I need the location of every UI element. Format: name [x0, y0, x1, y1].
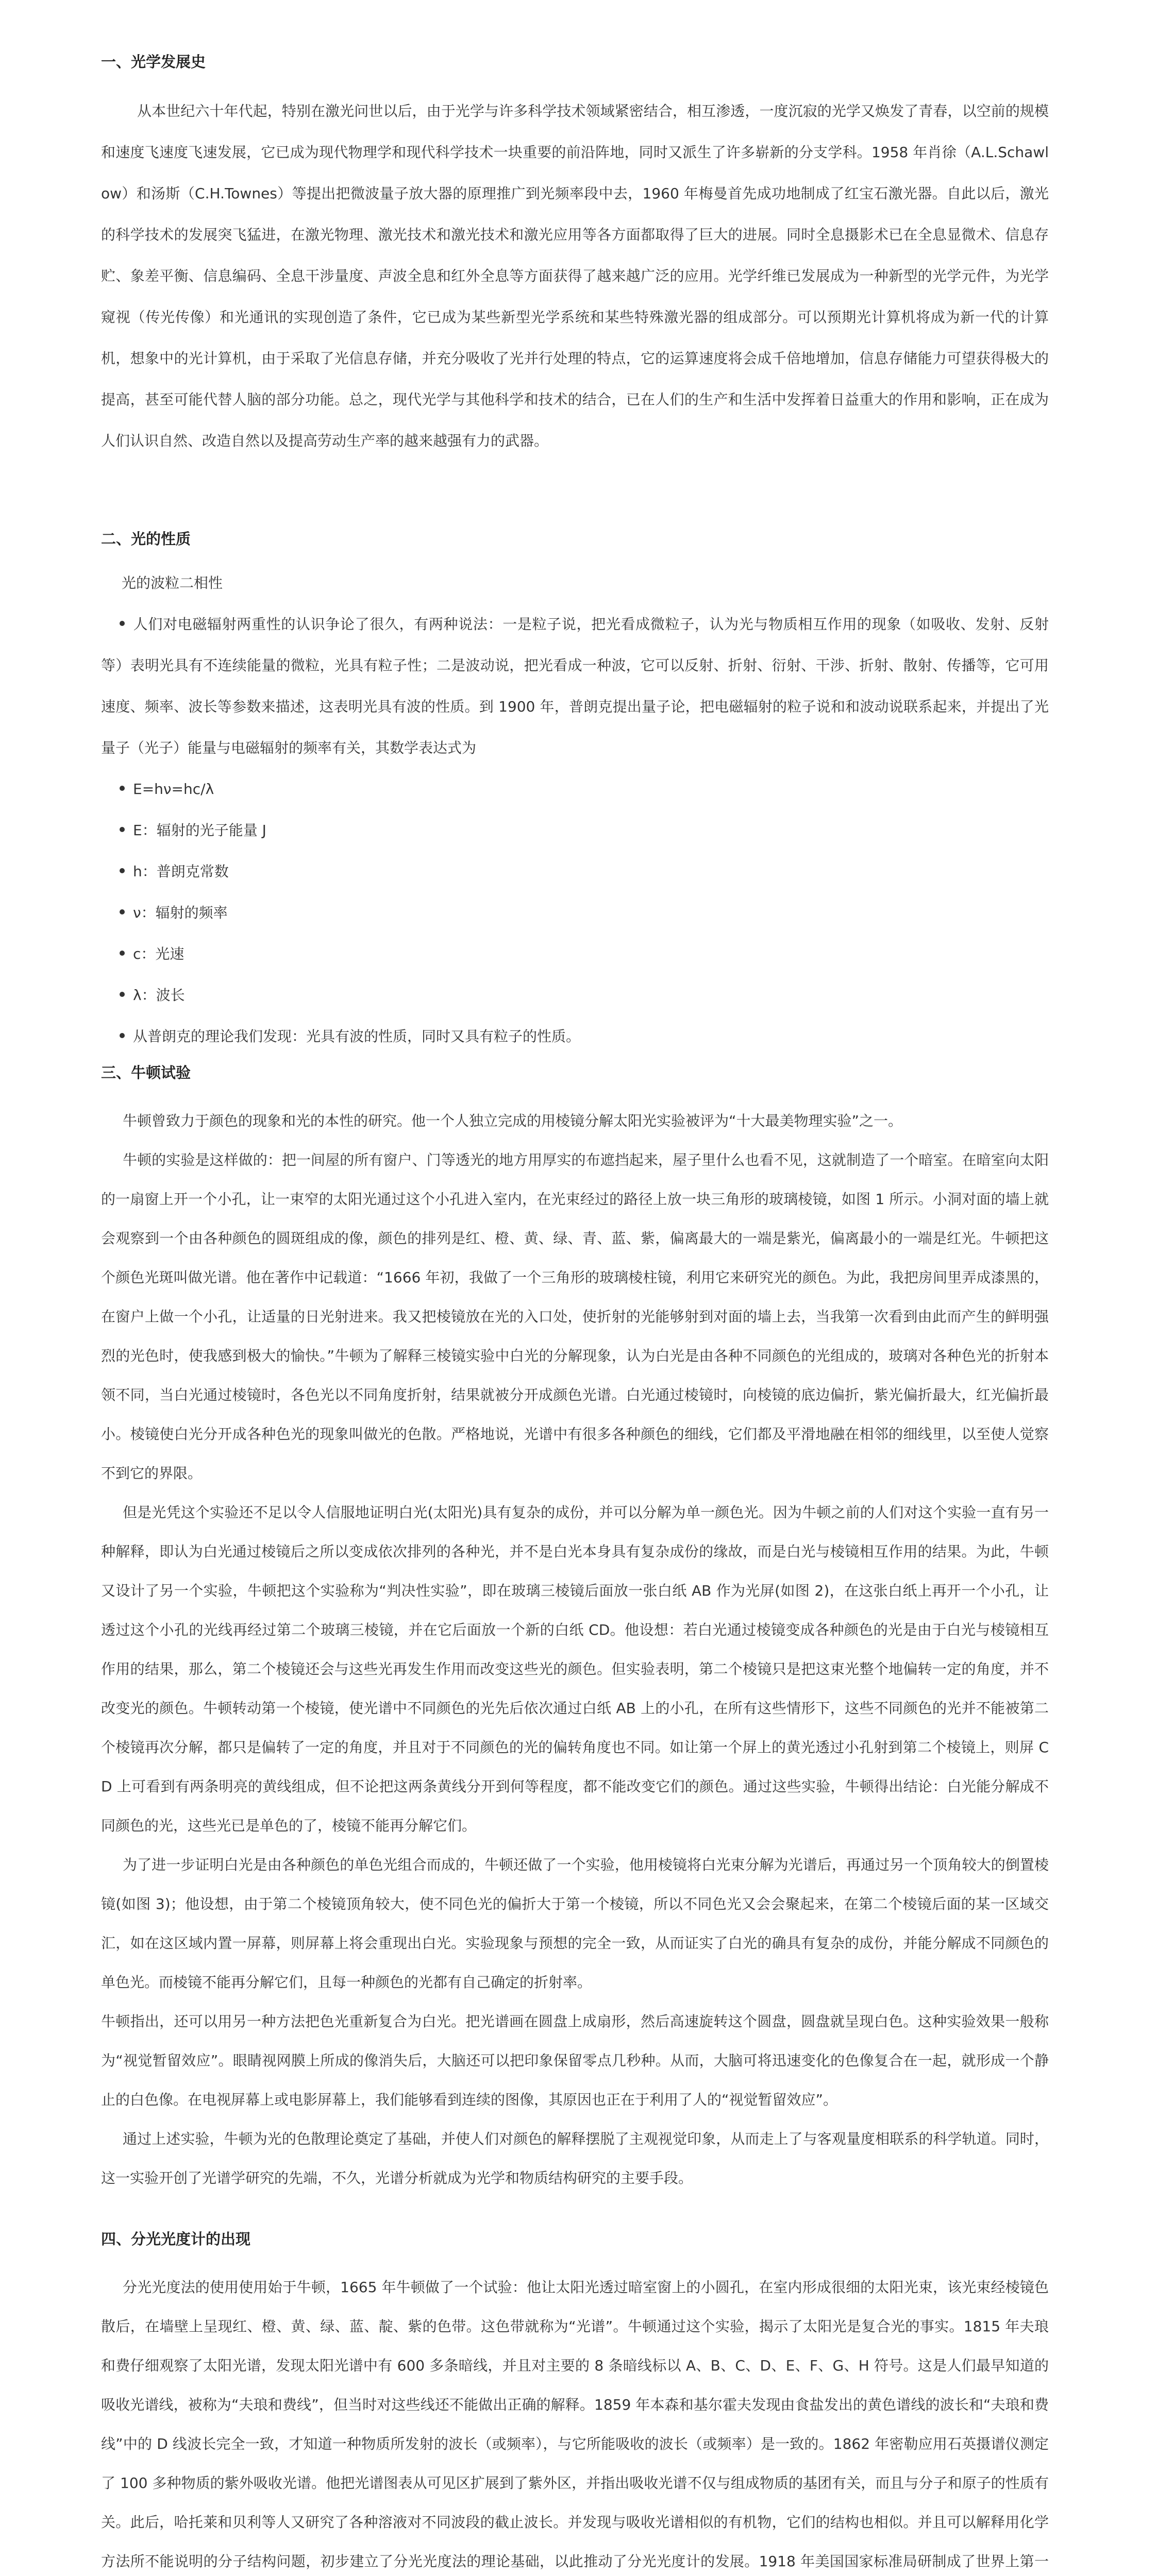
list-item — [101, 851, 1049, 892]
bullet-dot-icon — [120, 621, 125, 626]
list-item — [101, 975, 1049, 1016]
list-item — [101, 934, 1049, 975]
newton-paragraph-4: 为了进一步证明白光是由各种颜色的单色光组合而成的，牛顿还做了一个实验，他用棱镜将白光束分解为光谱后，再通过另一个顶角较大的倒置棱镜(如图 3)；他设想，由于第二个棱镜顶角较大，使不同色光的偏折大于第一个棱镜，所以不同色光又会会聚起来，在第二个棱镜后面的某一区域交汇，如在这区域内置一屏幕，则屏幕上将会重现出白光。实验现象与预想的完全一致，从而证实了白光的确具有复杂的成份，并能分解成不同颜色的单色光。而棱镜不能再分解它们，且每一种颜色的光都有自己确定的折射率。 — [101, 1856, 1049, 1991]
list-item-text: c：光速 — [133, 945, 185, 962]
formula-bullet-list — [101, 769, 1049, 1057]
subheading-wave-particle: 光的波粒二相性 — [122, 574, 223, 591]
section-title-newton: 三、牛顿试验 — [101, 1064, 191, 1081]
list-item-text: 从普朗克的理论我们发现：光具有波的性质，同时又具有粒子的性质。 — [133, 1028, 581, 1045]
section-title-properties: 二、光的性质 — [101, 530, 191, 548]
list-item-text: λ：波长 — [133, 987, 185, 1004]
newton-paragraph-6: 通过上述实验，牛顿为光的色散理论奠定了基础，并使人们对颜色的解释摆脱了主观视觉印象，从而走上了与客观量度相联系的科学轨道。同时，这一实验开创了光谱学研究的先端，不久，光谱分析就成为光学和物质结构研究的主要手段。 — [101, 2130, 1049, 2187]
bullet-dot-icon — [120, 909, 125, 914]
section-title-spectrophotometer: 四、分光光度计的出现 — [101, 2230, 251, 2248]
list-item — [101, 1016, 1049, 1057]
bullet-dot-icon — [120, 1033, 125, 1038]
bullet-dot-icon — [120, 786, 125, 791]
list-item-text: h：普朗克常数 — [133, 863, 229, 880]
bullet-dot-icon — [120, 868, 125, 873]
spectrophotometer-paragraph: 分光光度法的使用使用始于牛顿，1665 年牛顿做了一个试验：他让太阳光透过暗室窗上的小圆孔，在室内形成很细的太阳光束，该光束经棱镜色散后，在墙壁上呈现红、橙、黄、绿、蓝、靛、紫的色带。这色带就称为“光谱”。牛顿通过这个实验，揭示了太阳光是复合光的事实。1815 年夫琅和费仔细观察了太阳光谱，发现太阳光谱中有 600 多条暗线，并且对主要的 8 条暗线标以 A、B、C、D、E、F、G、H 符号。这是人们最早知道的吸收光谱线，被称为“夫琅和费线”，但当时对这些线还不能做出正确的解释。1859 年本森和基尔霍夫发现由食盐发出的黄色谱线的波长和“夫琅和费线”中的 D 线波长完全一致，才知道一种物质所发射的波长（或频率），与它所能吸收的波长（或频率）是一致的。1862 年密勒应用石英摄谱仪测定了 100 多种物质的紫外吸收光谱。他把光谱图表从可见区扩展到了紫外区，并指出吸收光谱不仅与组成物质的基团有关，而且与分子和原子的性质有关。此后，哈托莱和贝利等人又研究了各种溶液对不同波段的截止波长。并发现与吸收光谱相似的有机物，它们的结构也相似。并且可以解释用化学方法所不能说明的分子结构问题，初步建立了分光光度法的理论基础，以此推动了分光光度计的发展。1918 年美国国家标准局研制成了世界上第一 — [101, 2279, 1049, 2570]
list-item — [101, 892, 1049, 934]
history-paragraph: 从本世纪六十年代起，特别在激光问世以后，由于光学与许多科学技术领域紧密结合，相互渗透，一度沉寂的光学又焕发了青春，以空前的规模和速度飞速度飞速发展，它已成为现代物理学和现代科学技术一块重要的前沿阵地，同时又派生了许多崭新的分支学科。1958 年肖徐（A.L.Schawlow）和汤斯（C.H.Townes）等提出把微波量子放大器的原理推广到光频率段中去，1960 年梅曼首先成功地制成了红宝石激光器。自此以后，激光的科学技术的发展突飞猛进，在激光物理、激光技术和激光技术和激光应用等各方面都取得了巨大的进展。同时全息摄影术已在全息显微术、信息存贮、象差平衡、信息编码、全息干涉量度、声波全息和红外全息等方面获得了越来越广泛的应用。光学纤维已发展成为一种新型的光学元件，为光学窥视（传光传像）和光通讯的实现创造了条件，它已成为某些新型光学系统和某些特殊激光器的组成部分。可以预期光计算机将成为新一代的计算机，想象中的光计算机，由于采取了光信息存储，并充分吸收了光并行处理的特点，它的运算速度将会成千倍地增加，信息存储能力可望获得极大的提高，甚至可能代替人脑的部分功能。总之，现代光学与其他科学和技术的结合，已在人们的生产和生活中发挥着日益重大的作用和影响，正在成为人们认识自然、改造自然以及提高劳动生产率的越来越强有力的武器。 — [101, 103, 1049, 449]
newton-paragraph-3: 但是光凭这个实验还不足以令人信服地证明白光(太阳光)具有复杂的成份，并可以分解为单一颜色光。因为牛顿之前的人们对这个实验一直有另一种解释，即认为白光通过棱镜后之所以变成依次排列的各种光，并不是白光本身具有复杂成份的缘故，而是白光与棱镜相互作用的结果。为此，牛顿又设计了另一个实验，牛顿把这个实验称为“判决性实验”，即在玻璃三棱镜后面放一张白纸 AB 作为光屏(如图 2)，在这张白纸上再开一个小孔，让透过这个小孔的光线再经过第二个玻璃三棱镜，并在它后面放一个新的白纸 CD。他设想：若白光通过棱镜变成各种颜色的光是由于白光与棱镜相互作用的结果，那么，第二个棱镜还会与这些光再发生作用而改变这些光的颜色。但实验表明，第二个棱镜只是把这束光整个地偏转一定的角度，并不改变光的颜色。牛顿转动第一个棱镜，使光谱中不同颜色的光先后依次通过白纸 AB 上的小孔，在所有这些情形下，这些不同颜色的光并不能被第二个棱镜再次分解，都只是偏转了一定的角度，并且对于不同颜色的光的偏转角度也不同。如让第一个屏上的黄光透过小孔射到第二个棱镜上，则屏 CD 上可看到有两条明亮的黄线组成，但不论把这两条黄线分开到何等程度，都不能改变它们的颜色。通过这些实验，牛顿得出结论：白光能分解成不同颜色的光，这些光已是单色的了，棱镜不能再分解它们。 — [101, 1504, 1049, 1834]
duality-text: 人们对电磁辐射两重性的认识争论了很久，有两种说法：一是粒子说，把光看成微粒子，认为光与物质相互作用的现象（如吸收、发射、反射等）表明光具有不连续能量的微粒，光具有粒子性；二是波动说，把光看成一种波，它可以反射、折射、衍射、干涉、折射、散射、传播等，它可用速度、频率、波长等参数来描述，这表明光具有波的性质。到 1900 年，普朗克提出量子论，把电磁辐射的粒子说和和波动说联系起来，并提出了光量子（光子）能量与电磁辐射的频率有关，其数学表达式为 — [101, 616, 1049, 756]
section-title-history: 一、光学发展史 — [101, 53, 206, 71]
bullet-dot-icon — [120, 951, 125, 956]
list-item-text: E：辐射的光子能量 J — [133, 822, 266, 839]
list-item-text: ν：辐射的频率 — [133, 904, 228, 921]
list-item — [101, 810, 1049, 851]
section-spacer — [101, 462, 1049, 529]
section-spacer — [101, 2198, 1049, 2229]
newton-paragraph-2: 牛顿的实验是这样做的：把一间屋的所有窗户、门等透光的地方用厚实的布遮挡起来，屋子里什么也看不见，这就制造了一个暗室。在暗室向太阳的一扇窗上开一个小孔，让一束窄的太阳光通过这个小孔进入室内，在光束经过的路径上放一块三角形的玻璃棱镜，如图 1 所示。小洞对面的墙上就会观察到一个由各种颜色的圆斑组成的像，颜色的排列是红、橙、黄、绿、青、蓝、紫，偏离最大的一端是紫光，偏离最小的一端是红光。牛顿把这个颜色光斑叫做光谱。他在著作中记载道：“1666 年初，我做了一个三角形的玻璃棱柱镜，利用它来研究光的颜色。为此，我把房间里弄成漆黑的，在窗户上做一个小孔，让适量的日光射进来。我又把棱镜放在光的入口处，使折射的光能够射到对面的墙上去，当我第一次看到由此而产生的鲜明强烈的光色时，使我感到极大的愉快。”牛顿为了解释三棱镜实验中白光的分解现象，认为白光是由各种不同颜色的光组成的，玻璃对各种色光的折射本领不同，当白光通过棱镜时，各色光以不同角度折射，结果就被分开成颜色光谱。白光通过棱镜时，向棱镜的底边偏折，紫光偏折最大，红光偏折最小。棱镜使白光分开成各种色光的现象叫做光的色散。严格地说，光谱中有很多各种颜色的细线，它们都及平滑地融在相邻的细线里，以至使人觉察不到它的界限。 — [101, 1151, 1049, 1482]
bullet-dot-icon — [120, 827, 125, 832]
list-item — [101, 769, 1049, 810]
bullet-dot-icon — [120, 992, 125, 997]
bullet-paragraph-duality — [101, 604, 1049, 769]
list-item-text: E=hν=hc/λ — [133, 781, 214, 798]
newton-paragraph-5: 牛顿指出，还可以用另一种方法把色光重新复合为白光。把光谱画在圆盘上成扇形，然后高速旋转这个圆盘，圆盘就呈现白色。这种实验效果一般称为“视觉暂留效应”。眼睛视网膜上所成的像消失后，大脑还可以把印象保留零点几秒种。从而，大脑可将迅速变化的色像复合在一起，就形成一个静止的白色像。在电视屏幕上或电影屏幕上，我们能够看到连续的图像，其原因也正在于利用了人的“视觉暂留效应”。 — [101, 2013, 1049, 2108]
newton-paragraph-1: 牛顿曾致力于颜色的现象和光的本性的研究。他一个人独立完成的用棱镜分解太阳光实验被评为“十大最美物理实验”之一。 — [123, 1112, 903, 1129]
